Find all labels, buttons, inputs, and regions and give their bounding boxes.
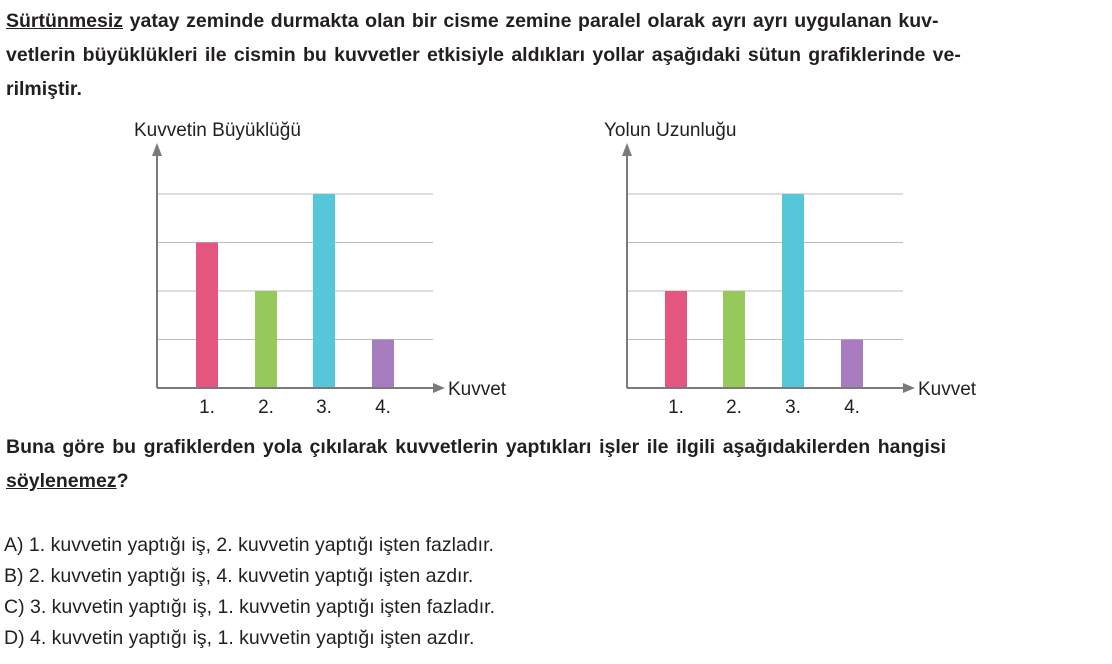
bar-3 — [782, 194, 804, 388]
intro-keyword: Sürtünmesiz — [6, 10, 124, 32]
bar-3 — [313, 194, 335, 388]
tick-label-2: 2. — [258, 397, 274, 418]
chart-2 — [604, 120, 977, 418]
bar-1 — [665, 291, 687, 388]
x-axis-label: Kuvvet — [448, 379, 507, 400]
intro-line-1-rest: yatay zeminde durmakta olan bir cisme zemine paralel olarak ayrı ayrı uygulanan kuv- — [123, 10, 939, 32]
bar-1 — [196, 243, 218, 389]
x-axis-label: Kuvvet — [918, 379, 977, 400]
x-axis-arrow-icon — [433, 383, 445, 393]
y-axis-arrow-icon — [152, 143, 162, 156]
option-b[interactable]: B) 2. kuvvetin yaptığı iş, 4. kuvvetin yaptığı işten azdır. — [4, 565, 474, 587]
tick-label-1: 1. — [668, 397, 684, 418]
answer-options — [4, 530, 495, 654]
option-d[interactable]: D) 4. kuvvetin yaptığı iş, 1. kuvvetin yaptığı işten azdır. — [4, 627, 475, 649]
bar-4 — [841, 340, 863, 389]
y-axis-label: Kuvvetin Büyüklüğü — [134, 120, 301, 141]
intro-line-3: rilmiştir. — [6, 78, 82, 100]
tick-label-2: 2. — [726, 397, 742, 418]
question-line-2 — [6, 464, 1106, 498]
chart-1 — [134, 120, 507, 418]
y-axis-label: Yolun Uzunluğu — [604, 120, 737, 141]
question-text — [6, 430, 1106, 498]
bar-2 — [255, 291, 277, 388]
tick-label-1: 1. — [199, 397, 215, 418]
bar-4 — [372, 340, 394, 389]
tick-label-4: 4. — [375, 397, 391, 418]
question-line-1: Buna göre bu grafiklerden yola çıkılarak kuvvetlerin yaptıkları işler ile ilgili aşağıdakilerden hangisi — [6, 436, 946, 458]
option-a[interactable]: A) 1. kuvvetin yaptığı iş, 2. kuvvetin yaptığı işten fazladır. — [4, 534, 494, 556]
x-axis-arrow-icon — [903, 383, 915, 393]
question-keyword: söylenemez — [6, 470, 117, 492]
tick-label-3: 3. — [316, 397, 332, 418]
intro-line-2: vetlerin büyüklükleri ile cismin bu kuvvetler etkisiyle aldıkları yollar aşağıdaki sütun grafiklerinde ve- — [6, 44, 961, 66]
bar-2 — [723, 291, 745, 388]
tick-label-4: 4. — [844, 397, 860, 418]
tick-label-3: 3. — [785, 397, 801, 418]
y-axis-arrow-icon — [622, 143, 632, 156]
option-c[interactable]: C) 3. kuvvetin yaptığı iş, 1. kuvvetin yaptığı işten fazladır. — [4, 596, 495, 618]
question-mark: ? — [116, 470, 129, 492]
